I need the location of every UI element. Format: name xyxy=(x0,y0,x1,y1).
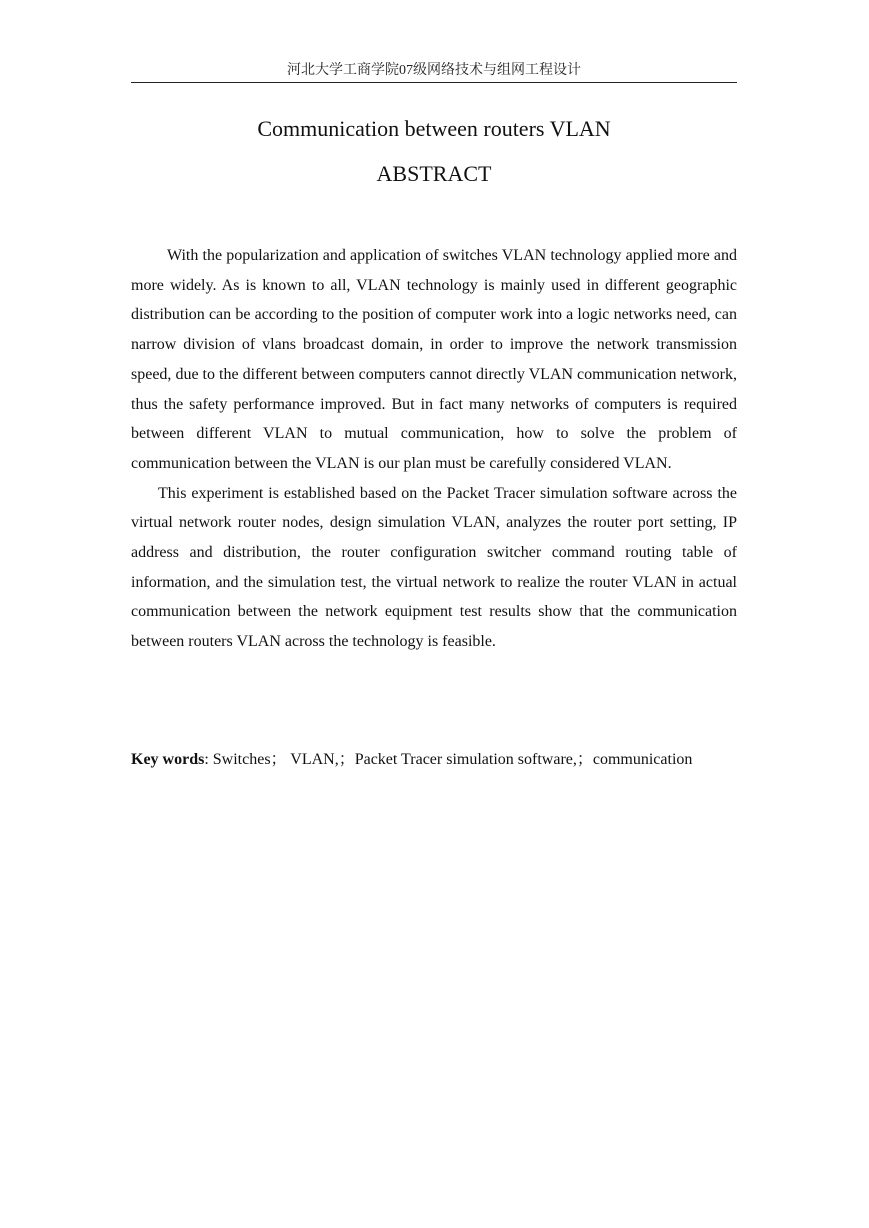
abstract-paragraph-2: This experiment is established based on the Packet Tracer simulation software across the virtual network router nodes, design simulation VLAN, analyzes the router port setting, IP address and distribution, the router configuration switcher command routing table of information, and the simulation test, the virtual network to realize the router VLAN in actual communication between the network equipment test results show that the communication between routers VLAN across the technology is feasible. xyxy=(131,484,737,651)
abstract-paragraph-1: With the popularization and application of switches VLAN technology applied more and more widely. As is known to all, VLAN technology is mainly used in different geographic distribution can be according to the position of computer work into a logic networks need, can narrow division of vlans broadcast domain, in order to improve the network transmission speed, due to the different between computers cannot directly VLAN communication network, thus the safety performance improved. But in fact many networks of computers is required between different VLAN to mutual communication, how to solve the problem of communication between the VLAN is our plan must be carefully considered VLAN. xyxy=(131,247,737,472)
paper-title: Communication between routers VLAN xyxy=(257,116,611,141)
abstract-body xyxy=(131,241,737,657)
header-rule xyxy=(131,82,737,83)
abstract-heading: ABSTRACT xyxy=(376,161,492,186)
keywords-text: : Switches； VLAN,；Packet Tracer simulation software,；communication xyxy=(204,751,693,768)
running-header: 河北大学工商学院07级网络技术与组网工程设计 xyxy=(287,63,581,78)
keywords-line xyxy=(131,745,751,774)
keywords-label: Key words xyxy=(131,751,205,768)
